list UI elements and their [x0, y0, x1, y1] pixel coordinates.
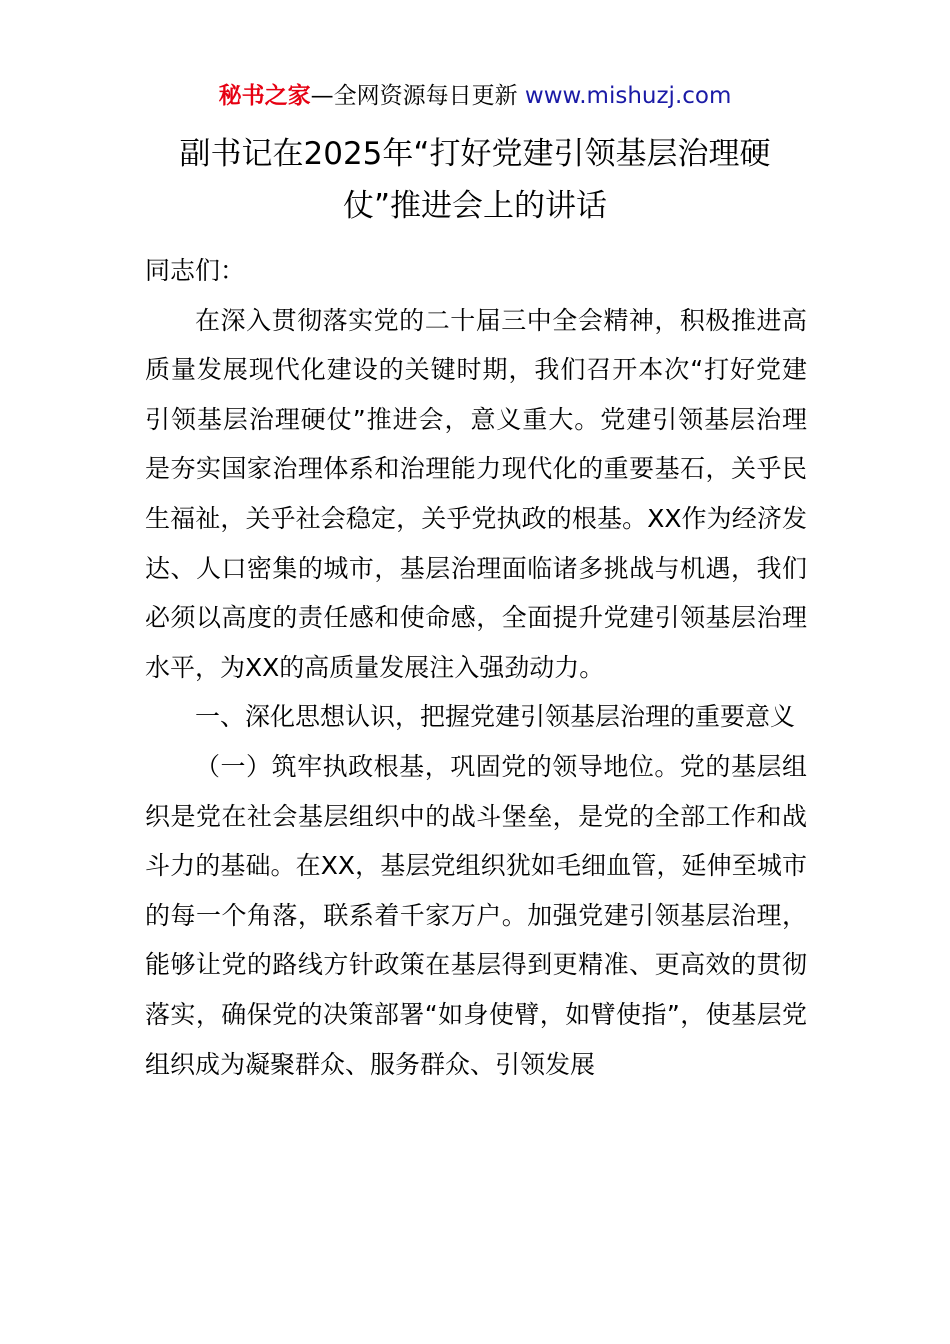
site-url[interactable]: www.mishuzj.com	[524, 83, 732, 109]
site-tagline: —全网资源每日更新	[310, 83, 518, 109]
section-heading: 一、深化思想认识，把握党建引领基层治理的重要意义	[195, 702, 796, 732]
body-paragraph: 在深入贯彻落实党的二十届三中全会精神，积极推进高质量发展现代化建设的关键时期，我们召开本次“打好党建引领基层治理硬仗”推进会，意义重大。党建引领基层治理是夯实国家治理体系和治理能力现代化的重要基石，关乎民生福祉，关乎社会稳定，关乎党执政的根基。XX作为经济发达、人口密集的城市，基层治理面临诸多挑战与机遇，我们必须以高度的责任感和使命感，全面提升党建引领基层治理水平，为XX的高质量发展注入强劲动力。	[145, 305, 807, 682]
body-paragraph: （一）筑牢执政根基，巩固党的领导地位。党的基层组织是党在社会基层组织中的战斗堡垒，是党的全部工作和战斗力的基础。在XX，基层党组织犹如毛细血管，延伸至城市的每一个角落，联系着千家万户。加强党建引领基层治理，能够让党的路线方针政策在基层得到更精准、更高效的贯彻落实，确保党的决策部署“如身使臂，如臂使指”，使基层党组织成为凝聚群众、服务群众、引领发展	[145, 751, 807, 1079]
site-header	[0, 80, 950, 112]
document-title: 副书记在2025年“打好党建引领基层治理硬仗”推进会上的讲话	[179, 136, 771, 224]
document-body	[145, 246, 807, 1089]
salutation: 同志们：	[145, 256, 246, 285]
site-brand: 秘书之家	[218, 83, 311, 109]
